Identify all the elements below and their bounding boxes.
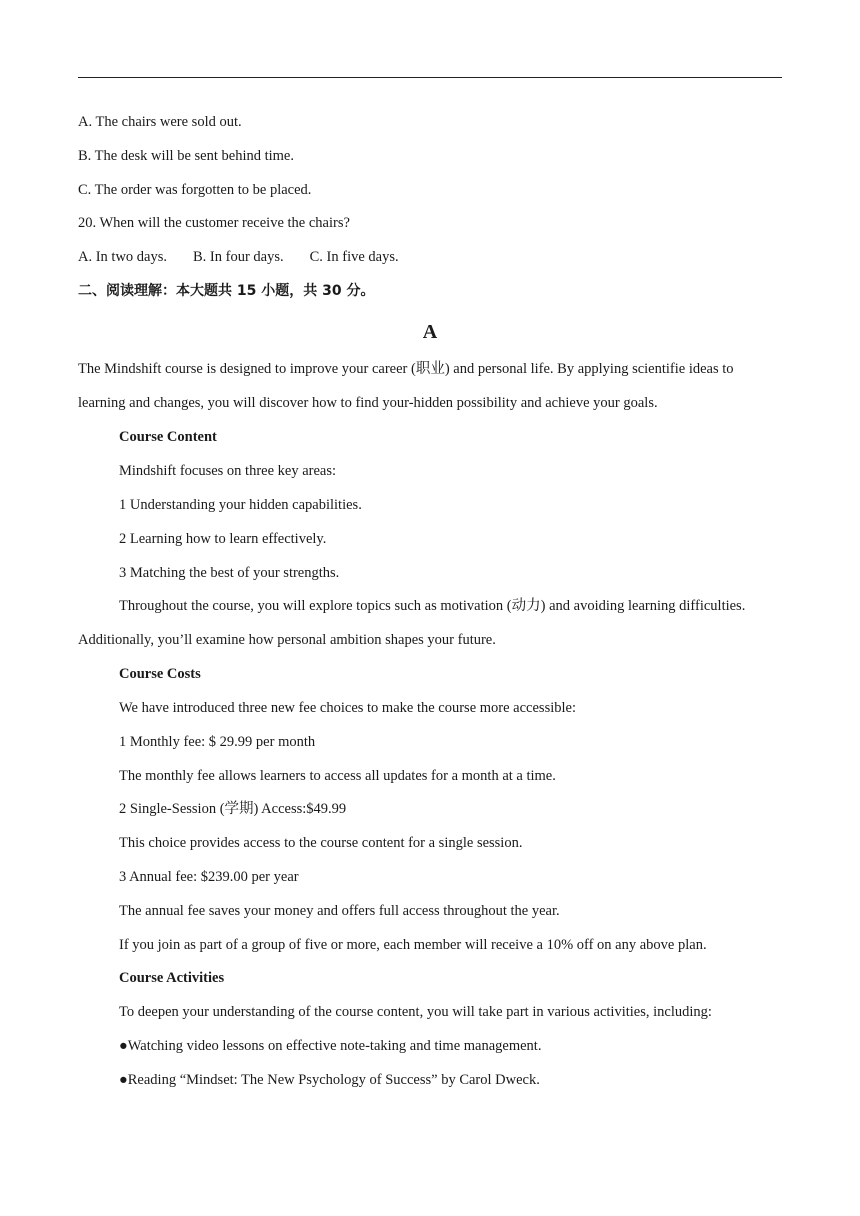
costs-line-2: The monthly fee allows learners to access all updates for a month at a time. xyxy=(119,768,556,784)
q20-question: 20. When will the customer receive the chairs? xyxy=(78,215,350,231)
q20-option-b: B. In four days. xyxy=(193,249,284,265)
activities-heading: Course Activities xyxy=(119,970,225,986)
content-item-3: 3 Matching the best of your strengths. xyxy=(119,565,340,581)
q20-option-c: C. In five days. xyxy=(309,249,399,265)
activities-lead: To deepen your understanding of the course content, you will take part in various activities, including: xyxy=(119,1004,712,1020)
costs-lead: We have introduced three new fee choices to make the course more accessible: xyxy=(119,700,576,716)
costs-line-4: This choice provides access to the course content for a single session. xyxy=(119,835,523,851)
costs-line-3: 2 Single-Session (学期) Access:$49.99 xyxy=(119,801,347,817)
section-heading: 二、阅读理解：本大题共 15 小题，共 30 分。 xyxy=(78,283,375,299)
activities-bullet-2: ●Reading “Mindset: The New Psychology of Success” by Carol Dweck. xyxy=(119,1072,540,1088)
intro-line-1: The Mindshift course is designed to improve your career (职业) and personal life. By applying scientifie ideas to xyxy=(78,361,734,377)
costs-heading: Course Costs xyxy=(119,666,201,682)
costs-line-5: 3 Annual fee: $239.00 per year xyxy=(119,869,299,885)
header-rule xyxy=(78,77,782,78)
q20-options xyxy=(78,250,399,265)
content-para-line-2: Additionally, you’ll examine how personal ambition shapes your future. xyxy=(78,632,496,648)
q19-option-b: B. The desk will be sent behind time. xyxy=(78,148,294,164)
q20-option-a: A. In two days. xyxy=(78,249,168,265)
passage-label: A xyxy=(422,321,438,343)
content-lead: Mindshift focuses on three key areas: xyxy=(119,463,337,479)
content-item-2: 2 Learning how to learn effectively. xyxy=(119,531,327,547)
q19-option-c: C. The order was forgotten to be placed. xyxy=(78,182,312,198)
activities-bullet-1: ●Watching video lessons on effective note-taking and time management. xyxy=(119,1038,542,1054)
costs-line-7: If you join as part of a group of five or more, each member will receive a 10% off on any above plan. xyxy=(119,937,707,953)
costs-line-1: 1 Monthly fee: $ 29.99 per month xyxy=(119,734,316,750)
q19-option-a: A. The chairs were sold out. xyxy=(78,114,242,130)
content-item-1: 1 Understanding your hidden capabilities. xyxy=(119,497,362,513)
content-para-line-1: Throughout the course, you will explore topics such as motivation (动力) and avoiding learning difficulties. xyxy=(119,598,746,614)
intro-line-2: learning and changes, you will discover how to find your-hidden possibility and achieve your goals. xyxy=(78,395,658,411)
content-heading: Course Content xyxy=(119,429,217,445)
costs-line-6: The annual fee saves your money and offers full access throughout the year. xyxy=(119,903,560,919)
